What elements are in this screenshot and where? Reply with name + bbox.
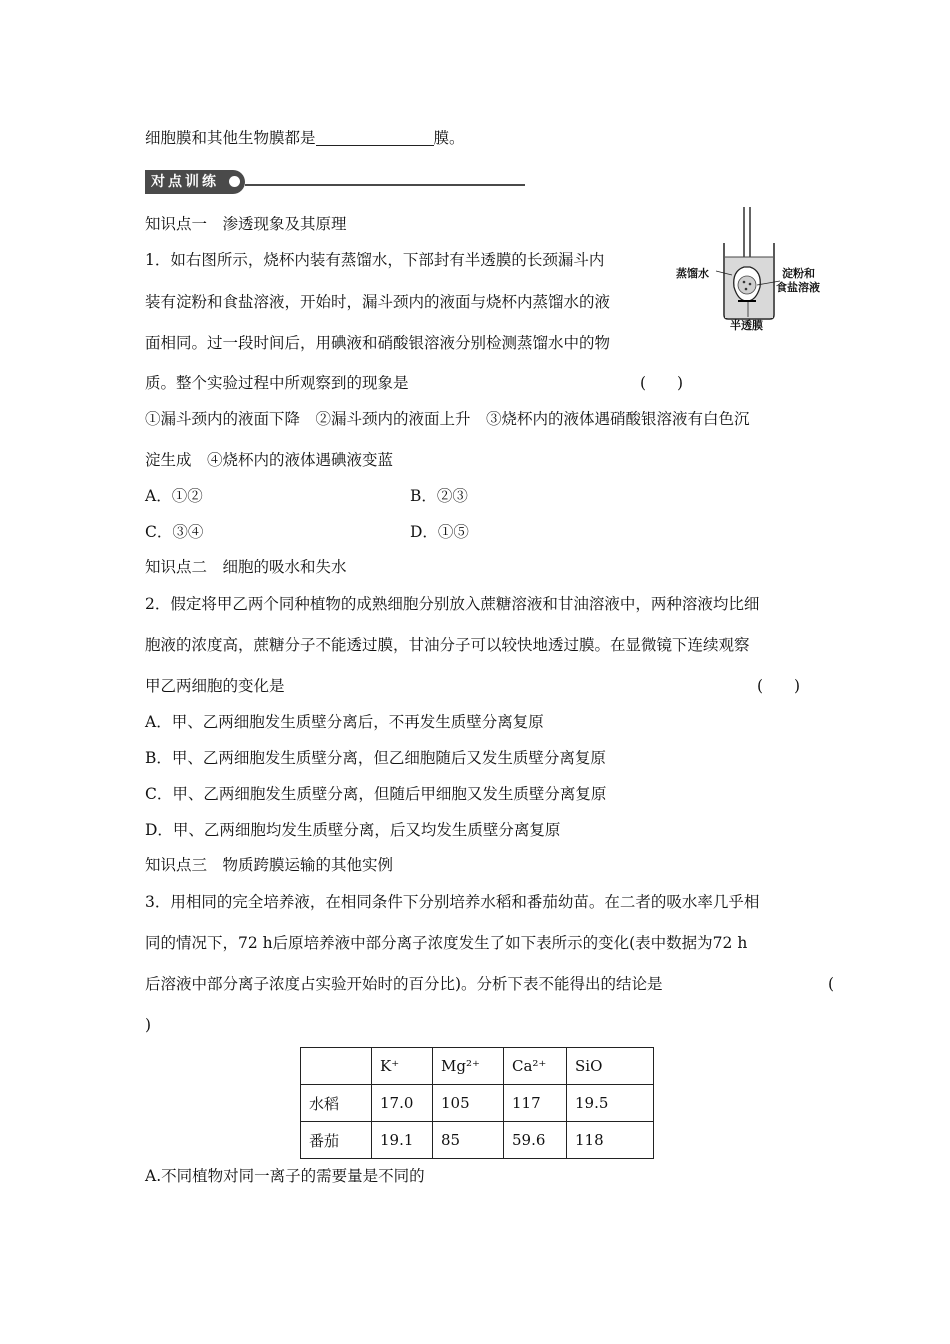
table-header-cell — [301, 1048, 372, 1085]
q2-option-d[interactable]: D．甲、乙两细胞均发生质壁分离，后又均发生质壁分离复原 — [145, 821, 561, 839]
table-cell: 117 — [504, 1085, 567, 1122]
table-cell: 19.1 — [372, 1122, 433, 1159]
osmosis-figure — [672, 205, 842, 335]
table-cell: 番茄 — [301, 1122, 372, 1159]
table-row — [301, 1122, 654, 1159]
q2-line-1: 2．假定将甲乙两个同种植物的成熟细胞分别放入蔗糖溶液和甘油溶液中，两种溶液均比细 — [145, 595, 760, 613]
section-banner — [145, 170, 525, 196]
q1-option-c[interactable]: C．③④ — [145, 523, 204, 541]
fill-blank[interactable] — [316, 129, 434, 146]
table-cell: 85 — [433, 1122, 504, 1159]
table-row — [301, 1085, 654, 1122]
table-header-cell: K⁺ — [372, 1048, 433, 1085]
figure-label-water: 蒸馏水 — [676, 267, 709, 280]
figure-label-solution-1: 淀粉和 — [782, 267, 815, 280]
q2-line-2: 胞液的浓度高，蔗糖分子不能透过膜，甘油分子可以较快地透过膜。在显微镜下连续观察 — [145, 636, 750, 654]
q1-statement-1: ①漏斗颈内的液面下降 ②漏斗颈内的液面上升 ③烧杯内的液体遇硝酸银溶液有白色沉 — [145, 410, 750, 428]
q3-paren-close[interactable]: ) — [145, 1016, 152, 1034]
table-cell: 118 — [567, 1122, 654, 1159]
q1-option-d[interactable]: D．①⑤ — [410, 523, 469, 541]
bullet-dot-icon — [229, 176, 240, 187]
q1-line-3: 面相同。过一段时间后，用碘液和硝酸银溶液分别检测蒸馏水中的物 — [145, 334, 611, 352]
table-header-cell: Mg²⁺ — [433, 1048, 504, 1085]
q3-option-a[interactable]: A.不同植物对同一离子的需要量是不同的 — [145, 1167, 425, 1185]
q3-line-1: 3．用相同的完全培养液，在相同条件下分别培养水稻和番茄幼苗。在二者的吸水率几乎相 — [145, 893, 760, 911]
q1-answer-paren[interactable]: ( ) — [640, 374, 684, 392]
kp1-title: 知识点一 渗透现象及其原理 — [145, 215, 347, 233]
table-cell: 19.5 — [567, 1085, 654, 1122]
kp3-title: 知识点三 物质跨膜运输的其他实例 — [145, 856, 394, 874]
q2-line-3: 甲乙两细胞的变化是 — [145, 677, 285, 695]
intro-text-before: 细胞膜和其他生物膜都是 — [145, 129, 316, 147]
q1-line-1: 1．如右图所示，烧杯内装有蒸馏水，下部封有半透膜的长颈漏斗内 — [145, 251, 605, 269]
banner-rule — [245, 184, 525, 186]
table-header-row — [301, 1048, 654, 1085]
q2-option-b[interactable]: B．甲、乙两细胞发生质壁分离，但乙细胞随后又发生质壁分离复原 — [145, 749, 606, 767]
q3-line-2: 同的情况下，72 h后原培养液中部分离子浓度发生了如下表所示的变化(表中数据为72 h — [145, 934, 748, 952]
q1-statement-2: 淀生成 ④烧杯内的液体遇碘液变蓝 — [145, 451, 394, 469]
q2-option-c[interactable]: C．甲、乙两细胞发生质壁分离，但随后甲细胞又发生质壁分离复原 — [145, 785, 607, 803]
q1-option-b[interactable]: B．②③ — [410, 487, 468, 505]
intro-line — [145, 128, 465, 148]
ion-concentration-table — [300, 1047, 654, 1159]
q1-line-4: 质。整个实验过程中所观察到的现象是 — [145, 374, 409, 392]
table-cell: 59.6 — [504, 1122, 567, 1159]
table-cell: 水稻 — [301, 1085, 372, 1122]
table-header-cell: Ca²⁺ — [504, 1048, 567, 1085]
q3-paren-open[interactable]: ( — [828, 975, 835, 993]
table-cell: 17.0 — [372, 1085, 433, 1122]
kp2-title: 知识点二 细胞的吸水和失水 — [145, 558, 347, 576]
figure-label-solution-2: 食盐溶液 — [776, 281, 820, 294]
q1-line-2: 装有淀粉和食盐溶液，开始时，漏斗颈内的液面与烧杯内蒸馏水的液 — [145, 293, 611, 311]
q2-answer-paren[interactable]: ( ) — [757, 677, 801, 695]
q3-line-3: 后溶液中部分离子浓度占实验开始时的百分比)。分析下表不能得出的结论是 — [145, 975, 663, 993]
banner-title: 对点训练 — [151, 174, 219, 190]
table-header-cell: SiO — [567, 1048, 654, 1085]
table-cell: 105 — [433, 1085, 504, 1122]
figure-label-membrane: 半透膜 — [730, 319, 763, 332]
q1-option-a[interactable]: A．①② — [145, 487, 203, 505]
intro-text-after: 膜。 — [433, 129, 465, 147]
q2-option-a[interactable]: A．甲、乙两细胞发生质壁分离后，不再发生质壁分离复原 — [145, 713, 544, 731]
